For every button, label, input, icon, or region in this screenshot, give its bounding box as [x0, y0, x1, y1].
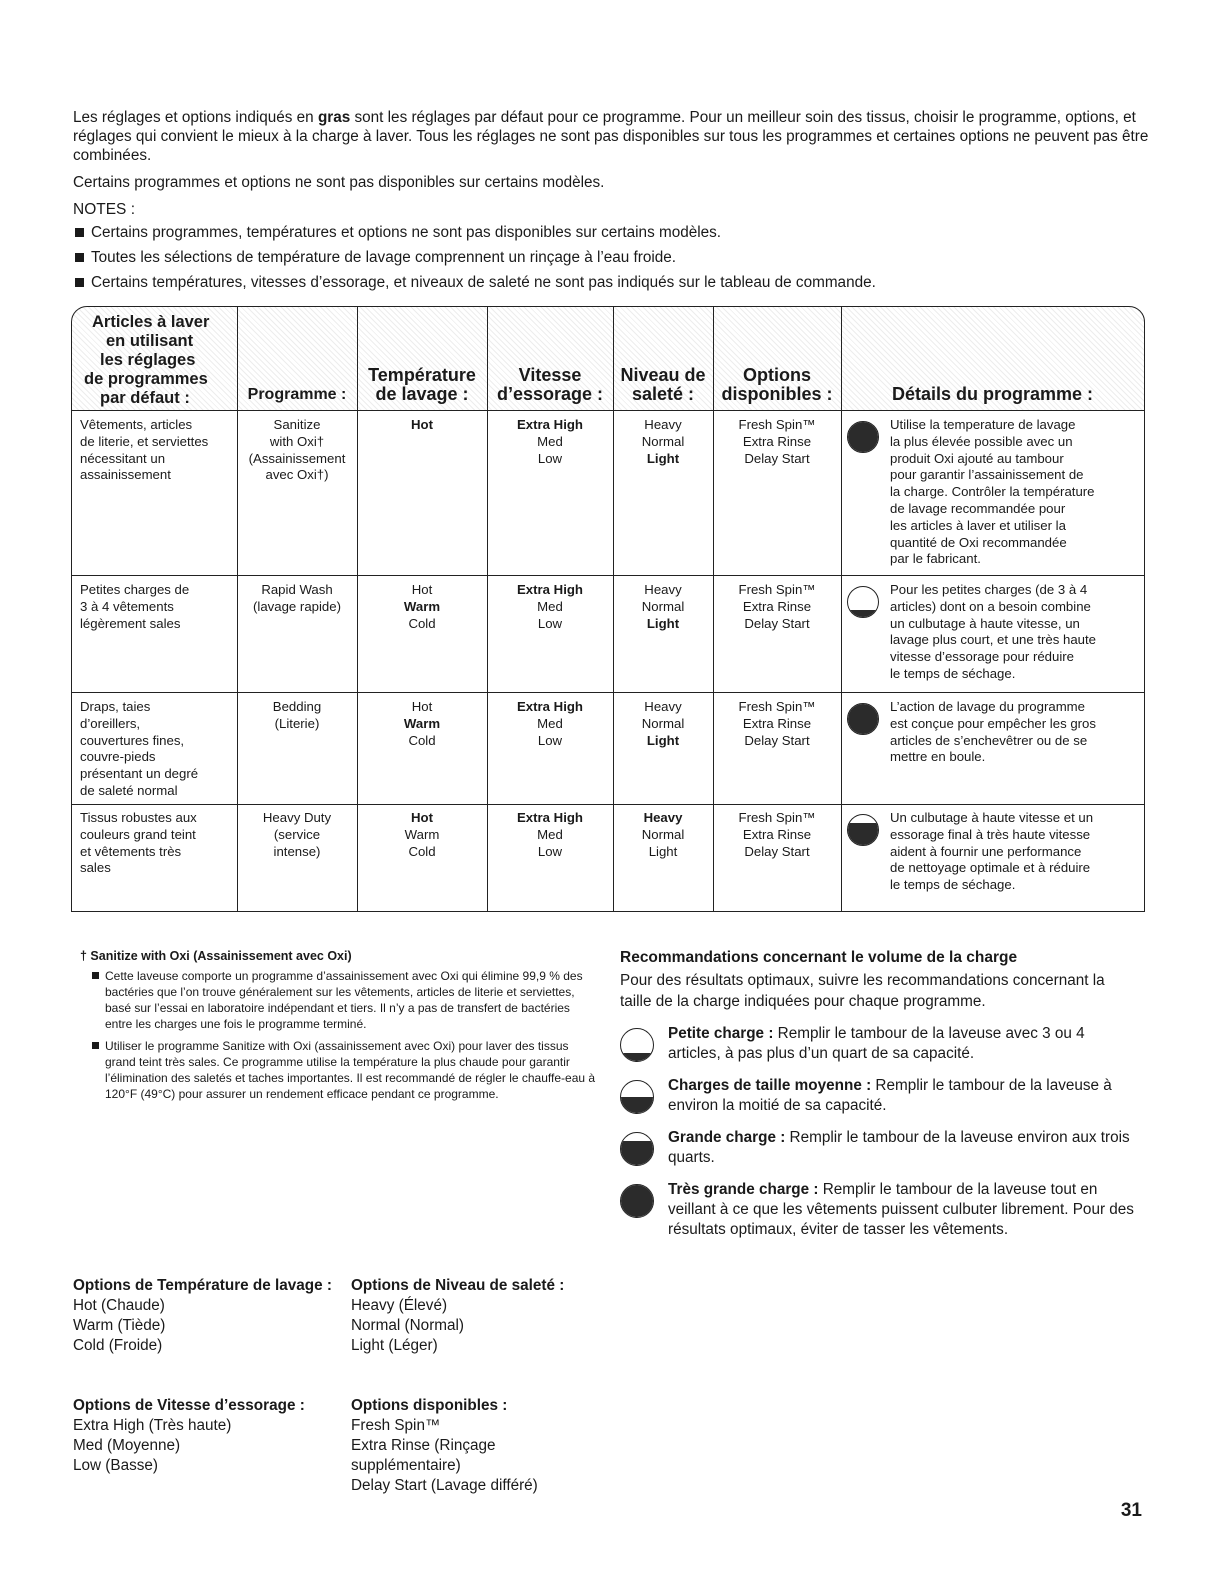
cell-line: essorage final à très haute vitesse [890, 826, 1091, 842]
cell-line: Hot [411, 417, 433, 432]
cell-line: Cold [408, 732, 436, 748]
load-item-large: Grande charge : Remplir le tambour de la laveuse environ aux trois quarts. [620, 1128, 1140, 1168]
option-line: Low (Basse) [73, 1457, 159, 1474]
cell-line: de literie, et serviettes [80, 433, 209, 449]
option-line: Heavy (Élevé) [351, 1297, 448, 1314]
cell-options [713, 699, 841, 749]
cell-temps [357, 417, 487, 434]
intro-section [73, 108, 1163, 298]
cell-line: Warm [404, 826, 440, 842]
cell-line: Normal [641, 598, 685, 614]
soil-options-title: Options de Niveau de saleté : [351, 1277, 565, 1294]
option-line: Normal (Normal) [351, 1317, 465, 1334]
cell-details [890, 699, 1140, 766]
cell-line: Fresh Spin™ [738, 699, 816, 714]
option-line: Delay Start (Lavage différé) [351, 1477, 538, 1494]
load-size-icon [847, 814, 879, 846]
cell-line: Med [537, 433, 563, 449]
cell-line: Rapid Wash [261, 582, 333, 597]
cell-line: avec Oxi†) [265, 467, 329, 483]
cell-soils [613, 810, 713, 860]
available-options-title: Options disponibles : [351, 1397, 508, 1414]
header-details: Détails du programme : [891, 384, 1094, 404]
cell-line: le temps de séchage. [890, 665, 1016, 681]
load-size-icon [847, 421, 879, 453]
header-options: Options disponibles : [721, 365, 833, 404]
option-line: Warm (Tiède) [73, 1317, 166, 1334]
cell-line: Extra High [517, 582, 583, 597]
footnote-item: Utiliser le programme Sanitize with Oxi (assainissement avec Oxi) pour laver des tissus grand teint très sales. Ce programme utilise la température la plus chaude pour garantir l’élimination des saletés et taches importantes. Il est recommandé de régler le chauffe-eau à 120°F (49°C) pour assurer un rendement efficace pendant ce programme. [92, 1038, 600, 1102]
cell-line: with Oxi† [269, 433, 325, 449]
cell-line: Heavy [644, 582, 682, 597]
cell-line: (service [273, 826, 321, 842]
cell-line: Low [537, 615, 563, 631]
cell-programme [237, 699, 357, 733]
cell-temps [357, 699, 487, 749]
load-fill [848, 704, 878, 734]
cell-temps [357, 582, 487, 632]
load-fill [848, 823, 878, 846]
header-articles: Articles à laver en utilisant les réglages de programmes par défaut : [84, 313, 210, 407]
cell-line: est conçue pour empêcher les gros [890, 715, 1096, 731]
cell-line: assainissement [80, 467, 171, 483]
cell-line: quantité de Oxi recommandée [890, 534, 1067, 550]
spin-options-title: Options de Vitesse d’essorage : [73, 1397, 305, 1414]
soil-options [351, 1276, 621, 1356]
cell-line: les articles à laver et utiliser la [890, 517, 1066, 533]
cell-line: Delay Start [744, 450, 810, 466]
cell-line: Cold [408, 843, 436, 859]
cell-line: Light [646, 615, 680, 631]
option-line: Light (Léger) [351, 1337, 438, 1354]
cell-line: par le fabricant. [890, 551, 981, 567]
load-size-icon [847, 586, 879, 618]
cell-line: Extra Rinse [742, 598, 812, 614]
cell-line: Hot [411, 699, 433, 714]
cell-line: Low [537, 450, 563, 466]
cell-line: mettre en boule. [890, 749, 986, 765]
cell-line: Heavy Duty [262, 810, 332, 825]
cell-line: articles) dont on a besoin combine [890, 598, 1091, 614]
square-bullet-icon [92, 972, 99, 979]
load-size-icon [620, 1184, 654, 1218]
column-divider [841, 307, 842, 911]
cell-line: couvertures fines, [80, 732, 185, 748]
cell-speeds [487, 699, 613, 749]
load-size-icon [847, 703, 879, 735]
cell-soils [613, 699, 713, 749]
cell-line: (Assainissement [248, 450, 346, 466]
cell-line: Extra Rinse [742, 826, 812, 842]
cell-line: sales [80, 860, 111, 876]
cell-line: Light [646, 450, 680, 466]
square-bullet-icon [75, 228, 84, 237]
cell-line: présentant un degré [80, 766, 199, 782]
cell-line: Extra Rinse [742, 715, 812, 731]
cell-options [713, 810, 841, 860]
cell-line: Extra High [517, 810, 583, 825]
cell-details [890, 810, 1140, 894]
square-bullet-icon [75, 278, 84, 287]
option-line: Hot (Chaude) [73, 1297, 165, 1314]
intro-paragraph-2: Certains programmes et options ne sont pas disponibles sur certains modèles. [73, 174, 605, 191]
cell-line: intense) [273, 843, 321, 859]
load-size-icon [620, 1132, 654, 1166]
cell-line: nécessitant un [80, 450, 166, 466]
cell-line: Low [537, 732, 563, 748]
temperature-options-title: Options de Température de lavage : [73, 1277, 332, 1294]
cell-details [890, 582, 1140, 683]
load-recommendations [620, 948, 1140, 1240]
cell-line: de nettoyage optimale et à réduire [890, 860, 1091, 876]
cell-line: Pour les petites charges (de 3 à 4 [890, 582, 1088, 597]
cell-speeds [487, 582, 613, 632]
cell-line: Heavy [644, 417, 682, 432]
sanitize-footnote [80, 948, 600, 1108]
cell-line: Utilise la temperature de lavage [890, 417, 1076, 432]
load-item-medium: Charges de taille moyenne : Remplir le tambour de la laveuse à environ la moitié de sa capacité. [620, 1076, 1140, 1116]
cell-line: Vêtements, articles [80, 417, 193, 432]
cell-line: Hot [411, 582, 433, 597]
option-line: Fresh Spin™ [351, 1417, 441, 1434]
cell-line: Hot [411, 810, 433, 825]
cell-line: Fresh Spin™ [738, 810, 816, 825]
cell-speeds [487, 417, 613, 467]
available-options [351, 1396, 566, 1496]
cell-line: de lavage recommandée pour [890, 500, 1066, 516]
cell-line: 3 à 4 vêtements [80, 598, 174, 614]
note-item: Toutes les sélections de température de lavage comprennent un rinçage à l’eau froide. [73, 248, 1163, 267]
cell-line: Warm [403, 715, 441, 731]
cell-line: articles de s’enchevêtrer ou de se [890, 732, 1088, 748]
cell-articles [80, 582, 235, 632]
cell-line: de saleté normal [80, 782, 178, 798]
row-divider [72, 804, 1144, 805]
cell-programme [237, 810, 357, 860]
cell-speeds [487, 810, 613, 860]
load-fill [848, 610, 878, 618]
row-divider [72, 575, 1144, 576]
footnote-item: Cette laveuse comporte un programme d’assainissement avec Oxi qui élimine 99,9 % des bactéries que l’on trouve généralement sur les vêtements, articles de literie et serviettes, basé sur l’essai en laboratoire indépendant et tiers. Il n’y a pas de transfert de bactéries entre les charges une fois le programme terminé. [92, 968, 600, 1032]
cell-line: L’action de lavage du programme [890, 699, 1086, 714]
cell-line: Fresh Spin™ [738, 417, 816, 432]
cell-line: Tissus robustes aux [80, 810, 197, 825]
cell-line: un culbutage à haute vitesse, un [890, 615, 1080, 631]
cell-line: (lavage rapide) [253, 598, 341, 614]
cell-line: la charge. Contrôler la température [890, 484, 1095, 500]
cell-line: produit Oxi ajouté au tambour [890, 450, 1064, 466]
header-temperature: Température de lavage : [368, 365, 476, 404]
cell-articles [80, 699, 235, 800]
option-line: Med (Moyenne) [73, 1437, 181, 1454]
cell-line: Bedding [272, 699, 322, 714]
cell-line: couvre-pieds [80, 749, 156, 765]
cell-line: Petites charges de [80, 582, 190, 597]
cell-line: Low [537, 843, 563, 859]
square-bullet-icon [92, 1042, 99, 1049]
cell-line: Normal [641, 826, 685, 842]
cell-articles [80, 417, 235, 484]
notes-title: NOTES : [73, 201, 136, 218]
cell-line: Un culbutage à haute vitesse et un [890, 810, 1094, 825]
cell-line: Med [537, 826, 563, 842]
cell-line: Sanitize [273, 417, 321, 432]
footnote-title: † Sanitize with Oxi (Assainissement avec Oxi) [80, 949, 352, 963]
intro-paragraph-1: Les réglages et options indiqués en gras sont les réglages par défaut pour ce programme. Pour un meilleur soin des tissus, choisir le programme, options, et réglages qui convient le mieux à la charge à laver. Tous les réglages ne sont pas disponibles sur tous les programmes et certaines options ne peuvent pas être combinées. [73, 109, 1149, 164]
cell-line: Extra High [517, 417, 583, 432]
cell-programme [237, 417, 357, 484]
cell-options [713, 582, 841, 632]
cell-line: lavage plus court, et une très haute [890, 632, 1097, 648]
option-line: Extra Rinse (Rinçage supplémentaire) [351, 1437, 496, 1474]
load-item-extra-large: Très grande charge : Remplir le tambour de la laveuse tout en veillant à ce que les vêtements puissent culbuter librement. Pour des résultats optimaux, éviter de tasser les vêtements. [620, 1180, 1140, 1240]
header-programme: Programme : [247, 386, 347, 403]
option-line: Cold (Froide) [73, 1337, 163, 1354]
cell-line: Extra Rinse [742, 433, 812, 449]
cell-line: et vêtements très [80, 843, 182, 859]
cell-programme [237, 582, 357, 616]
square-bullet-icon [75, 253, 84, 262]
note-item: Certains programmes, températures et options ne sont pas disponibles sur certains modèles. [73, 223, 1163, 242]
cell-line: le temps de séchage. [890, 877, 1016, 893]
page-number: 31 [1120, 1500, 1142, 1521]
cell-line: Delay Start [744, 843, 810, 859]
cell-line: Normal [641, 433, 685, 449]
cell-articles [80, 810, 235, 877]
cell-line: Delay Start [744, 732, 810, 748]
cell-line: (Literie) [274, 715, 320, 731]
load-fill [848, 422, 878, 452]
cell-line: Heavy [643, 810, 683, 825]
cell-line: Heavy [644, 699, 682, 714]
table-header [72, 307, 1144, 411]
option-line: Extra High (Très haute) [73, 1417, 232, 1434]
cell-line: Fresh Spin™ [738, 582, 816, 597]
cell-options [713, 417, 841, 467]
cell-temps [357, 810, 487, 860]
load-intro: Pour des résultats optimaux, suivre les recommandations concernant la taille de la charge indiquées pour chaque programme. [620, 972, 1105, 1010]
cell-line: d’oreillers, [80, 715, 141, 731]
load-size-icon [620, 1080, 654, 1114]
cell-soils [613, 582, 713, 632]
note-item: Certains températures, vitesses d’essorage, et niveaux de saleté ne sont pas indiqués sur le tableau de commande. [73, 273, 1163, 292]
load-item-small: Petite charge : Remplir le tambour de la laveuse avec 3 ou 4 articles, à pas plus d’un quart de sa capacité. [620, 1024, 1140, 1064]
cell-line: Light [646, 732, 680, 748]
cell-details [890, 417, 1140, 568]
cell-line: Warm [403, 598, 441, 614]
cell-line: pour garantir l’assainissement de [890, 467, 1084, 483]
load-size-icon [620, 1028, 654, 1062]
cell-line: Delay Start [744, 615, 810, 631]
header-vitesse: Vitesse d’essorage : [496, 365, 604, 404]
cell-line: Normal [641, 715, 685, 731]
cell-line: légèrement sales [80, 615, 181, 631]
cell-line: aident à fournir une performance [890, 843, 1082, 859]
load-title: Recommandations concernant le volume de la charge [620, 949, 1018, 966]
cell-soils [613, 417, 713, 467]
cell-line: Extra High [517, 699, 583, 714]
cell-line: la plus élevée possible avec un [890, 433, 1073, 449]
row-divider [72, 692, 1144, 693]
cycle-table [71, 306, 1145, 912]
temperature-options [73, 1276, 333, 1356]
header-niveau: Niveau de saleté : [620, 365, 706, 404]
cell-line: Med [537, 598, 563, 614]
cell-line: vitesse d’essorage pour réduire [890, 649, 1074, 665]
cell-line: Cold [408, 615, 436, 631]
cell-line: Draps, taies [80, 699, 151, 714]
cell-line: couleurs grand teint [80, 826, 196, 842]
cell-line: Light [648, 843, 678, 859]
cell-line: Med [537, 715, 563, 731]
spin-options [73, 1396, 348, 1476]
